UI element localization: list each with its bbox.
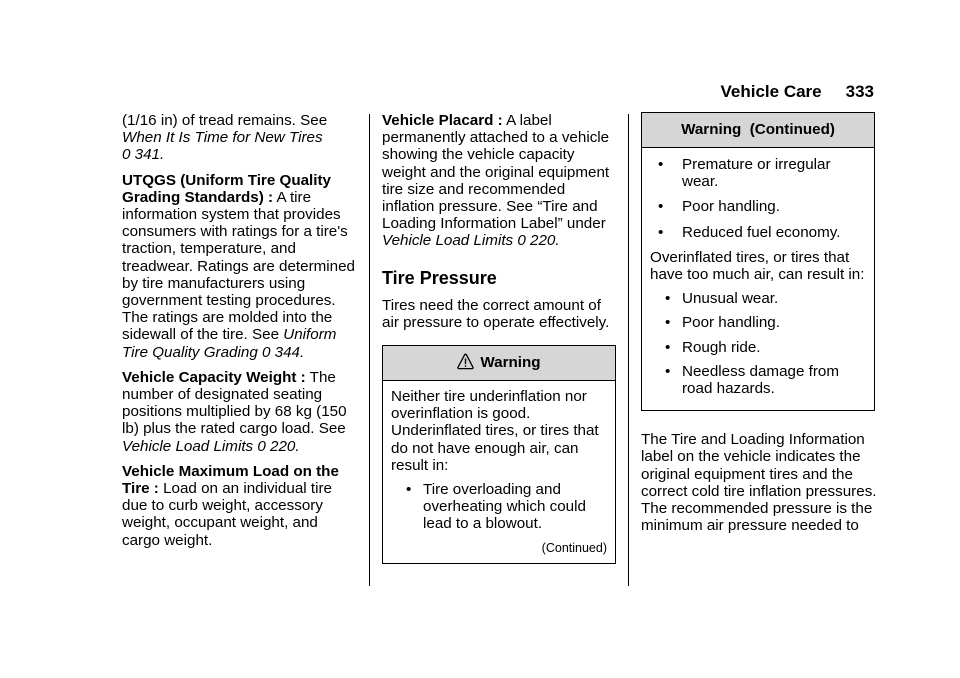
link-utqg[interactable]: Uniform Tire Quality Grading <box>122 326 337 361</box>
utqgs-term: UTQGS (Uniform Tire Quality Grading Standards) : <box>122 171 331 206</box>
tread-paragraph: (1/16 in) of tread remains. See When It Is Time for New Tires 0 341. <box>122 112 328 164</box>
underinflation-bullet: • Poor handling. <box>650 198 866 215</box>
utqgs-definition: UTQGS (Uniform Tire Quality Grading Standards) : A tire information system that provides consumers with ratings for a tire's traction, temperature, and treadwear. Ratings are determined by tire manufacturers using government testing procedures. The ratings are molded into the sidewall of the tire. See Uniform Tire Quality Grading 0 344. <box>122 171 356 361</box>
warning-text: Neither tire underinflation nor overinflation is good. Underinflated tires, or tires that do not have enough air, can result in: <box>391 388 599 474</box>
column-3 <box>641 112 877 542</box>
tire-label-paragraph: The Tire and Loading Information label on the vehicle indicates the original equipment tires and the correct cold tire inflation pressures. The recommended pressure is the minimum air pressure needed to <box>641 431 877 535</box>
underinflation-bullet: • Reduced fuel economy. <box>650 224 866 241</box>
column-divider-1 <box>369 114 370 586</box>
column-2 <box>382 112 618 564</box>
warning-title: Warning <box>480 354 541 372</box>
vp-term: Vehicle Placard : <box>382 112 503 129</box>
page-ref-220[interactable]: 0 220. <box>257 437 300 455</box>
warning-icon <box>457 353 474 370</box>
vcw-term: Vehicle Capacity Weight : <box>122 368 306 386</box>
header-title: Vehicle Care <box>720 82 822 101</box>
warning-box <box>382 345 616 564</box>
page-number: 333 <box>845 82 874 101</box>
warning-header <box>383 346 615 381</box>
page-ref-341[interactable]: 0 341. <box>122 146 165 164</box>
page-header <box>721 82 875 102</box>
vml-definition: Vehicle Maximum Load on the Tire : Load on an individual tire due to curb weight, accessory weight, occupant weight, and cargo weight. <box>122 462 339 549</box>
column-1 <box>122 112 358 557</box>
tire-pressure-intro: Tires need the correct amount of air pressure to operate effectively. <box>382 296 610 331</box>
column-divider-2 <box>628 114 629 586</box>
overinflation-bullet: • Poor handling. <box>650 314 866 331</box>
vp-definition: Vehicle Placard : A label permanently attached to a vehicle showing the vehicle capacity weight and the original equipment tire size and recommended inflation pressure. See “Tire and Loading Information Label” under Vehicle Load Limits 0 220. <box>382 112 610 250</box>
overinflation-bullet: • Rough ride. <box>650 339 866 356</box>
overinflation-bullet: • Unusual wear. <box>650 290 866 307</box>
continued-label: (Continued) <box>541 540 607 555</box>
vml-term: Vehicle Maximum Load on the Tire : <box>122 462 339 498</box>
overinflation-bullet: • Needless damage from road hazards. <box>650 363 866 397</box>
page-ref-220-2[interactable]: 0 220. <box>517 232 560 250</box>
link-vehicle-load-limits[interactable]: Vehicle Load Limits <box>122 437 254 455</box>
warning-continued-body <box>642 148 874 410</box>
link-vehicle-load-limits-2[interactable]: Vehicle Load Limits <box>382 232 514 250</box>
page-ref-344[interactable]: 0 344. <box>262 343 305 361</box>
overinflation-text: Overinflated tires, or tires that have too much air, can result in: <box>650 248 865 284</box>
warning-continued-header: Warning (Continued) <box>642 113 874 148</box>
warning-continued-box <box>641 112 875 411</box>
section-title: Tire Pressure <box>382 267 497 288</box>
vcw-definition: Vehicle Capacity Weight : The number of designated seating positions multiplied by 68 kg (150 lb) plus the rated cargo load. See Vehicle Load Limits 0 220. <box>122 368 347 455</box>
warning-bullet: • Tire overloading and overheating which could lead to a blowout. <box>391 481 607 533</box>
link-new-tires[interactable]: When It Is Time for New Tires <box>122 129 323 147</box>
warning-body <box>383 381 615 563</box>
underinflation-bullet: • Premature or irregular wear. <box>650 156 866 190</box>
